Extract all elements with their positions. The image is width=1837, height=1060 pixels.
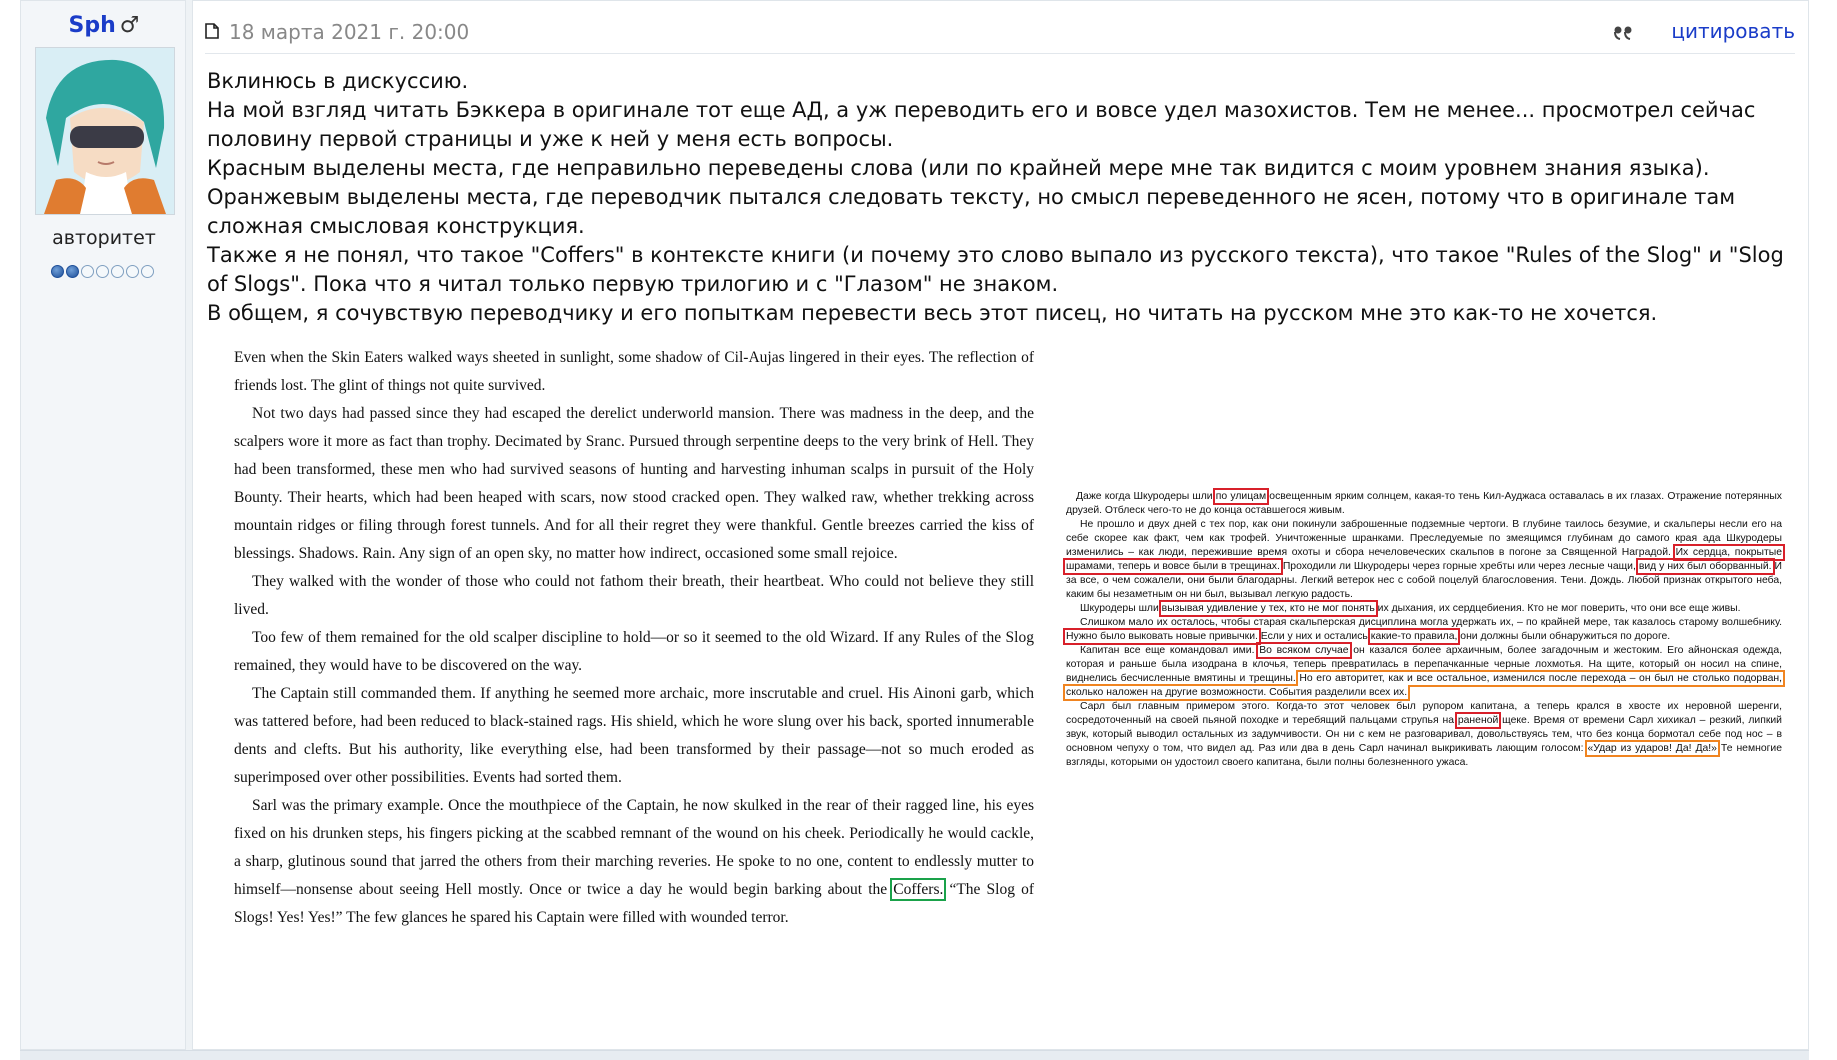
scan-ru-paragraph: [1066, 518, 1782, 602]
author-name-row: [21, 13, 187, 38]
rank-dot: [81, 265, 94, 278]
english-text-scan: [234, 344, 1034, 932]
highlight-red: раненой: [1457, 715, 1499, 726]
scan-ru-text: И за все, о чем сожалели, они были благодарны. Легкий ветерок нес с собой поцелуй благословения. Тени. Дождь. Любой признак открытого неба, каким бы незаметным он ни был, вызывал легкую радость.: [1066, 561, 1782, 600]
quote-icon[interactable]: [1613, 25, 1635, 41]
rank-dot: [141, 265, 154, 278]
rank-dot: [96, 265, 109, 278]
scan-ru-text: Если у них и остались: [1257, 631, 1371, 642]
gender-male-icon: ♂: [119, 13, 140, 38]
highlight-green: Coffers.: [893, 881, 944, 898]
post-header: [205, 7, 1795, 54]
scan-ru-text: Слишком мало их осталось, чтобы старая скальперская дисциплина могла удержать их, – по крайней мере, так казалось старому волшебнику.: [1080, 617, 1782, 628]
avatar-image: [36, 48, 174, 214]
scan-ru-text: они должны были обнаружиться по дороге.: [1457, 631, 1671, 642]
post-paragraph: Красным выделены места, где неправильно переведены слова (или по крайней мере мне так видится с моим уровнем знания языка).: [207, 156, 1710, 180]
post-date: 18 марта 2021 г. 20:00: [229, 20, 470, 44]
post-paragraph: Оранжевым выделены места, где переводчик пытался следовать тексту, но смысл переведенного не ясен, потому что в оригинале там сложная смысловая конструкция.: [207, 185, 1736, 238]
quote-link[interactable]: цитировать: [1671, 19, 1795, 43]
highlight-orange: Но его авторитет, как и все остальное, изменился после перехода – он был не столько подорван, сколько наложен на другие возможности. События разделили всех их.: [1066, 673, 1782, 698]
scan-ru-text: Те немногие взгляды, которыми он удостоил своего капитана, были полны болезненного ужаса.: [1066, 743, 1782, 768]
scan-ru-text: Капитан все еще командовал ими.: [1080, 645, 1260, 656]
post-author-panel: [20, 0, 186, 1050]
scan-en-paragraph: Too few of them remained for the old scalper discipline to hold—or so it seemed to the old Wizard. If any Rules of the Slog remained, they would have to be discovered on the way.: [234, 629, 1034, 674]
scan-ru-text: Проходили ли Шкуродеры через горные хребты или через лесные чащи,: [1279, 561, 1639, 572]
author-rank-meter: [51, 265, 154, 281]
scan-ru-text: освещенным ярким солнцем, какая-то тень Кил-Ауджаса оставалась в их глазах. Отражение потерянных друзей. Отблеск чего-то не до конца оставшегося живым.: [1066, 491, 1782, 516]
rank-dot: [126, 265, 139, 278]
avatar: [35, 47, 175, 215]
highlight-red: вид у них был оборванный.: [1638, 561, 1772, 572]
highlight-orange: «Удар из ударов! Да! Да!»: [1587, 743, 1717, 754]
post-paragraph: В общем, я сочувствую переводчику и его попыткам перевести весь этот писец, но читать на русском мне это как-то не хочется.: [207, 301, 1658, 325]
highlight-red: по улицам: [1215, 491, 1267, 502]
scan-ru-paragraph: [1066, 602, 1782, 616]
scan-ru-text: их дыхания, их сердцебиения. Кто не мог поверить, что они все еще живы.: [1374, 603, 1741, 614]
highlight-red: Нужно было выковать новые привычки.: [1066, 631, 1258, 642]
scan-ru-text: Шкуродеры шли: [1080, 603, 1162, 614]
scan-ru-paragraph: [1066, 490, 1782, 518]
scan-ru-text: щеке. Время от времени Сарл хихикал – резкий, липкий звук, который выводил остальных из задумчивости. Он ни с кем не разговаривал, довольствуясь тем, что без конца бормотал себе под нос – в основном чепуху о том, что видел ад. Раз или два в день Сарл начинал выкрикивать лающим голосом:: [1066, 715, 1782, 754]
scan-ru-paragraph: [1066, 700, 1782, 770]
rank-dot: [111, 265, 124, 278]
scan-en-paragraph: Even when the Skin Eaters walked ways sheeted in sunlight, some shadow of Cil-Aujas lingered in their eyes. The reflection of friends lost. The glint of things not quite survived.: [234, 349, 1034, 394]
highlight-red: вызывая удивление у тех, кто не мог понять: [1161, 603, 1375, 614]
rank-dot: [51, 265, 64, 278]
author-name-link[interactable]: Sph: [68, 13, 116, 38]
scan-ru-paragraph: [1066, 616, 1782, 644]
scan-en-paragraph: The Captain still commanded them. If anything he seemed more archaic, more inscrutable and cruel. His Ainoni garb, which was tattered before, had been reduced to black-stained rags. His shield, which he wore slung over his back, sported innumerable dents and clefts. But his authority, like everything else, had been transformed by their passage—not so much eroded as superimposed over other possibilities. Events had sorted them.: [234, 685, 1034, 786]
highlight-red: какие-то правила,: [1370, 631, 1458, 642]
scan-ru-text: он казался более архаичным, более загадочным и жестоким. Его айнонская одежда, которая и раньше была изодрана в клочья, теперь превратилась в перепачканные черные лохмотья. На щите, который он носил на спине, виднелись бесчисленные вмятины и трещины.: [1066, 645, 1782, 684]
scan-ru-text: Не прошло и двух дней с тех пор, как они покинули заброшенные подземные чертоги. В глубине таилось безумие, и скальперы несли его на себе скорее как факт, чем как трофей. Уничтоженные шранками. Преследуемые по змеящимся глубинам до самого края ада Шкуродеры изменились – как люди, пережившие время охоты и сбора нечеловеческих скальпов в погоне за Священной Наградой.: [1066, 519, 1782, 558]
scan-en-paragraph: [234, 792, 1034, 932]
document-icon: [205, 23, 219, 39]
post-paragraph: Также я не понял, что такое "Coffers" в контексте книги (и почему это слово выпало из русского текста), что такое "Rules of the Slog" и "Slog of Slogs". Пока что я читал только первую трилогию и с "Глазом" не знаком.: [207, 243, 1784, 296]
scan-en-text: “The Slog of Slogs! Yes! Yes!” The few glances he spared his Captain were filled with wounded terror.: [234, 881, 1034, 926]
post-paragraph: На мой взгляд читать Бэккера в оригинале тот еще АД, а уж переводить его и вовсе удел мазохистов. Тем не менее... просмотрел сейчас половину первой страницы и уже к ней у меня есть вопросы.: [207, 98, 1756, 151]
highlight-red: Во всяком случае: [1259, 645, 1349, 656]
scan-ru-text: Даже когда Шкуродеры шли: [1076, 491, 1216, 502]
scan-ru-paragraph: [1066, 644, 1782, 700]
author-rank-title: авторитет: [52, 227, 156, 249]
russian-text-scan: [1066, 490, 1782, 770]
scan-en-paragraph: Not two days had passed since they had escaped the derelict underworld mansion. There was madness in the deep, and the scalpers wore it more as fact than trophy. Decimated by Sranc. Pursued through serpentine deeps to the very brink of Hell. They had been transformed, these men who had survived seasons of hunting and harvesting inhuman scalps in pursuit of the Holy Bounty. Their hearts, which had been heaped with scars, now stood cracked open. They walked raw, whether trekking across mountain ridges or filing through forest tunnels. And for all their regret they were thankful. Gentle breezes carried the kiss of blessings. Shadows. Rain. Any sign of an open sky, no matter how indirect, occasioned some small rejoice.: [234, 405, 1034, 562]
post-text: [207, 67, 1797, 328]
scan-en-paragraph: They walked with the wonder of those who could not fathom their breath, their heartbeat. Who could not believe they still lived.: [234, 573, 1034, 618]
scan-ru-text: Сарл был главным примером этого. Когда-то этот человек был рупором капитана, а теперь крался в хвосте их неровной шеренги, сосредоточенный на своей пьяной походке и теребящий пальцами струпья на: [1066, 701, 1782, 726]
highlight-red: Их сердца, покрытые шрамами, теперь и вовсе были в трещинах.: [1066, 547, 1782, 572]
rank-dot: [66, 265, 79, 278]
post-paragraph: Вклинюсь в дискуссию.: [207, 69, 469, 93]
scan-en-text: Sarl was the primary example. Once the mouthpiece of the Captain, he now skulked in the rear of their ragged line, his eyes fixed on his drunken steps, his fingers picking at the scabbed remnant of the wound on his cheek. Periodically he would cackle, a sharp, glutinous sound that jarred the others from their marching reveries. He spoke to no one, content to endlessly mutter to himself—nonsense about seeing Hell mostly. Once or twice a day he would begin barking about the: [234, 797, 1034, 898]
